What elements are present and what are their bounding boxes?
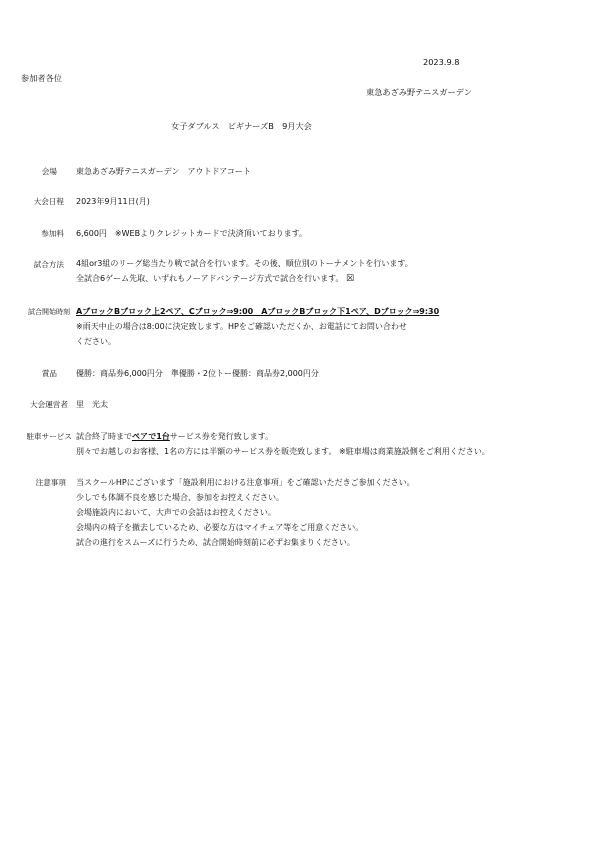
notes-line-4: 会場内の椅子を撤去しているため、必要な方はマイチェア等をご用意ください。 xyxy=(76,523,364,532)
notes-line-2: 少しでも体調不良を感じた場合、参加をお控えください。 xyxy=(76,493,284,502)
issue-date: 2023.9.8 xyxy=(423,57,460,67)
organizer-value: 里 光太 xyxy=(76,400,108,409)
prize-value: 優勝：商品券6,000円分 準優勝・2位トー優勝：商品券2,000円分 xyxy=(76,369,319,378)
venue-value: 東急あざみ野テニスガーデン アウトドアコート xyxy=(76,167,251,176)
format-line-2 xyxy=(76,272,354,286)
sender: 東急あざみ野テニスガーデン xyxy=(366,87,472,97)
notes-line-5: 試合の進行をスムーズに行うため、試合開始時刻前に必ずお集まりください。 xyxy=(76,538,355,547)
fee-value: 6,600円 ※WEBよりクレジットカードで決済頂いております。 xyxy=(76,229,307,238)
start-time-line-3: ください。 xyxy=(76,337,116,346)
start-time-line-1: AブロックBブロック上2ペア、Cブロック⇒9:00 AブロックBブロック下1ペア、Dブロック⇒9:30 xyxy=(76,307,440,316)
start-time-label: 試合開始時刻 xyxy=(28,308,70,316)
notes-label: 注意事項 xyxy=(35,478,66,487)
parking-line-1-a: 試合終了時まで xyxy=(76,432,132,441)
date-label: 大会日程 xyxy=(33,197,64,206)
format-line-2-text: 全試合6ゲーム先取、いずれもノーアドバンテージ方式で試合を行います。 xyxy=(76,274,344,283)
checkbox-crossed-icon: ☒ xyxy=(346,274,355,284)
parking-line-1-emphasis: ペアで1台 xyxy=(132,432,170,441)
recipient: 参加者各位 xyxy=(21,73,62,83)
format-label: 試合方法 xyxy=(33,260,64,269)
parking-line-1 xyxy=(76,430,273,443)
fee-label: 参加料 xyxy=(41,229,64,238)
notes-line-1: 当スクールHPにございます「施設利用における注意事項」をご確認いただきご参加ください。 xyxy=(76,478,415,487)
venue-label: 会場 xyxy=(41,167,57,176)
notes-line-3: 会場施設内において、大声での会話はお控えください。 xyxy=(76,508,276,517)
parking-label: 駐車サービス xyxy=(26,432,72,441)
format-line-1: 4組or3組のリーグ総当たり戦で試合を行います。その後、順位別のトーナメントを行います。 xyxy=(76,259,413,268)
parking-line-1-c: サービス券を発行致します。 xyxy=(169,432,274,441)
date-value: 2023年9月11日(月) xyxy=(76,197,150,206)
parking-line-2: 別々でお越しのお客様、1名の方には半額のサービス券を販売致します。 ※駐車場は商業施設側をご利用ください。 xyxy=(76,447,490,456)
prize-label: 賞品 xyxy=(41,369,57,378)
start-time-line-2: ※雨天中止の場合は8:00に決定致します。HPをご確認いただくか、お電話にてお問い合わせ xyxy=(76,322,407,331)
organizer-label: 大会運営者 xyxy=(30,400,68,409)
document-title: 女子ダブルス ビギナーズB 9月大会 xyxy=(171,121,312,131)
